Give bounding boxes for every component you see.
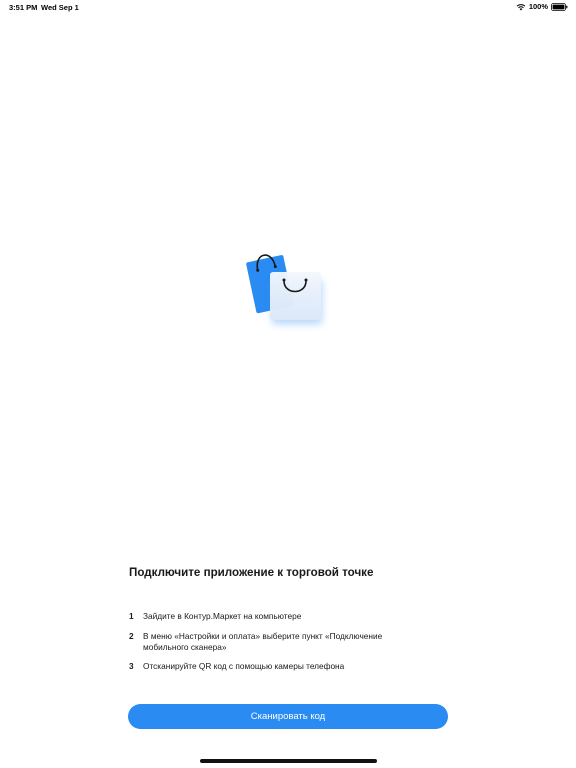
step-text: Зайдите в Контур.Маркет на компьютере: [143, 611, 302, 621]
list-item: [129, 611, 301, 622]
status-bar: [0, 0, 576, 14]
home-indicator: [200, 759, 377, 763]
status-date: Wed Sep 1: [41, 3, 79, 12]
battery-icon: [551, 3, 568, 11]
page-title: Подключите приложение к торговой точке: [129, 566, 374, 579]
step-number: 1: [129, 611, 134, 621]
status-right: [516, 2, 568, 11]
shopping-bags-icon: [240, 240, 336, 332]
list-item: [129, 631, 419, 653]
step-text: Отсканируйте QR код с помощью камеры телефона: [143, 661, 345, 671]
step-text: В меню «Настройки и оплата» выберите пункт «Подключение мобильного сканера»: [143, 631, 383, 652]
status-time: 3:51 PM: [9, 3, 38, 12]
step-number: 3: [129, 661, 134, 671]
battery-percent: 100%: [528, 2, 548, 11]
step-number: 2: [129, 631, 134, 641]
scan-code-button[interactable]: Сканировать код: [128, 704, 448, 729]
wifi-icon: [516, 3, 526, 11]
list-item: [129, 661, 344, 672]
